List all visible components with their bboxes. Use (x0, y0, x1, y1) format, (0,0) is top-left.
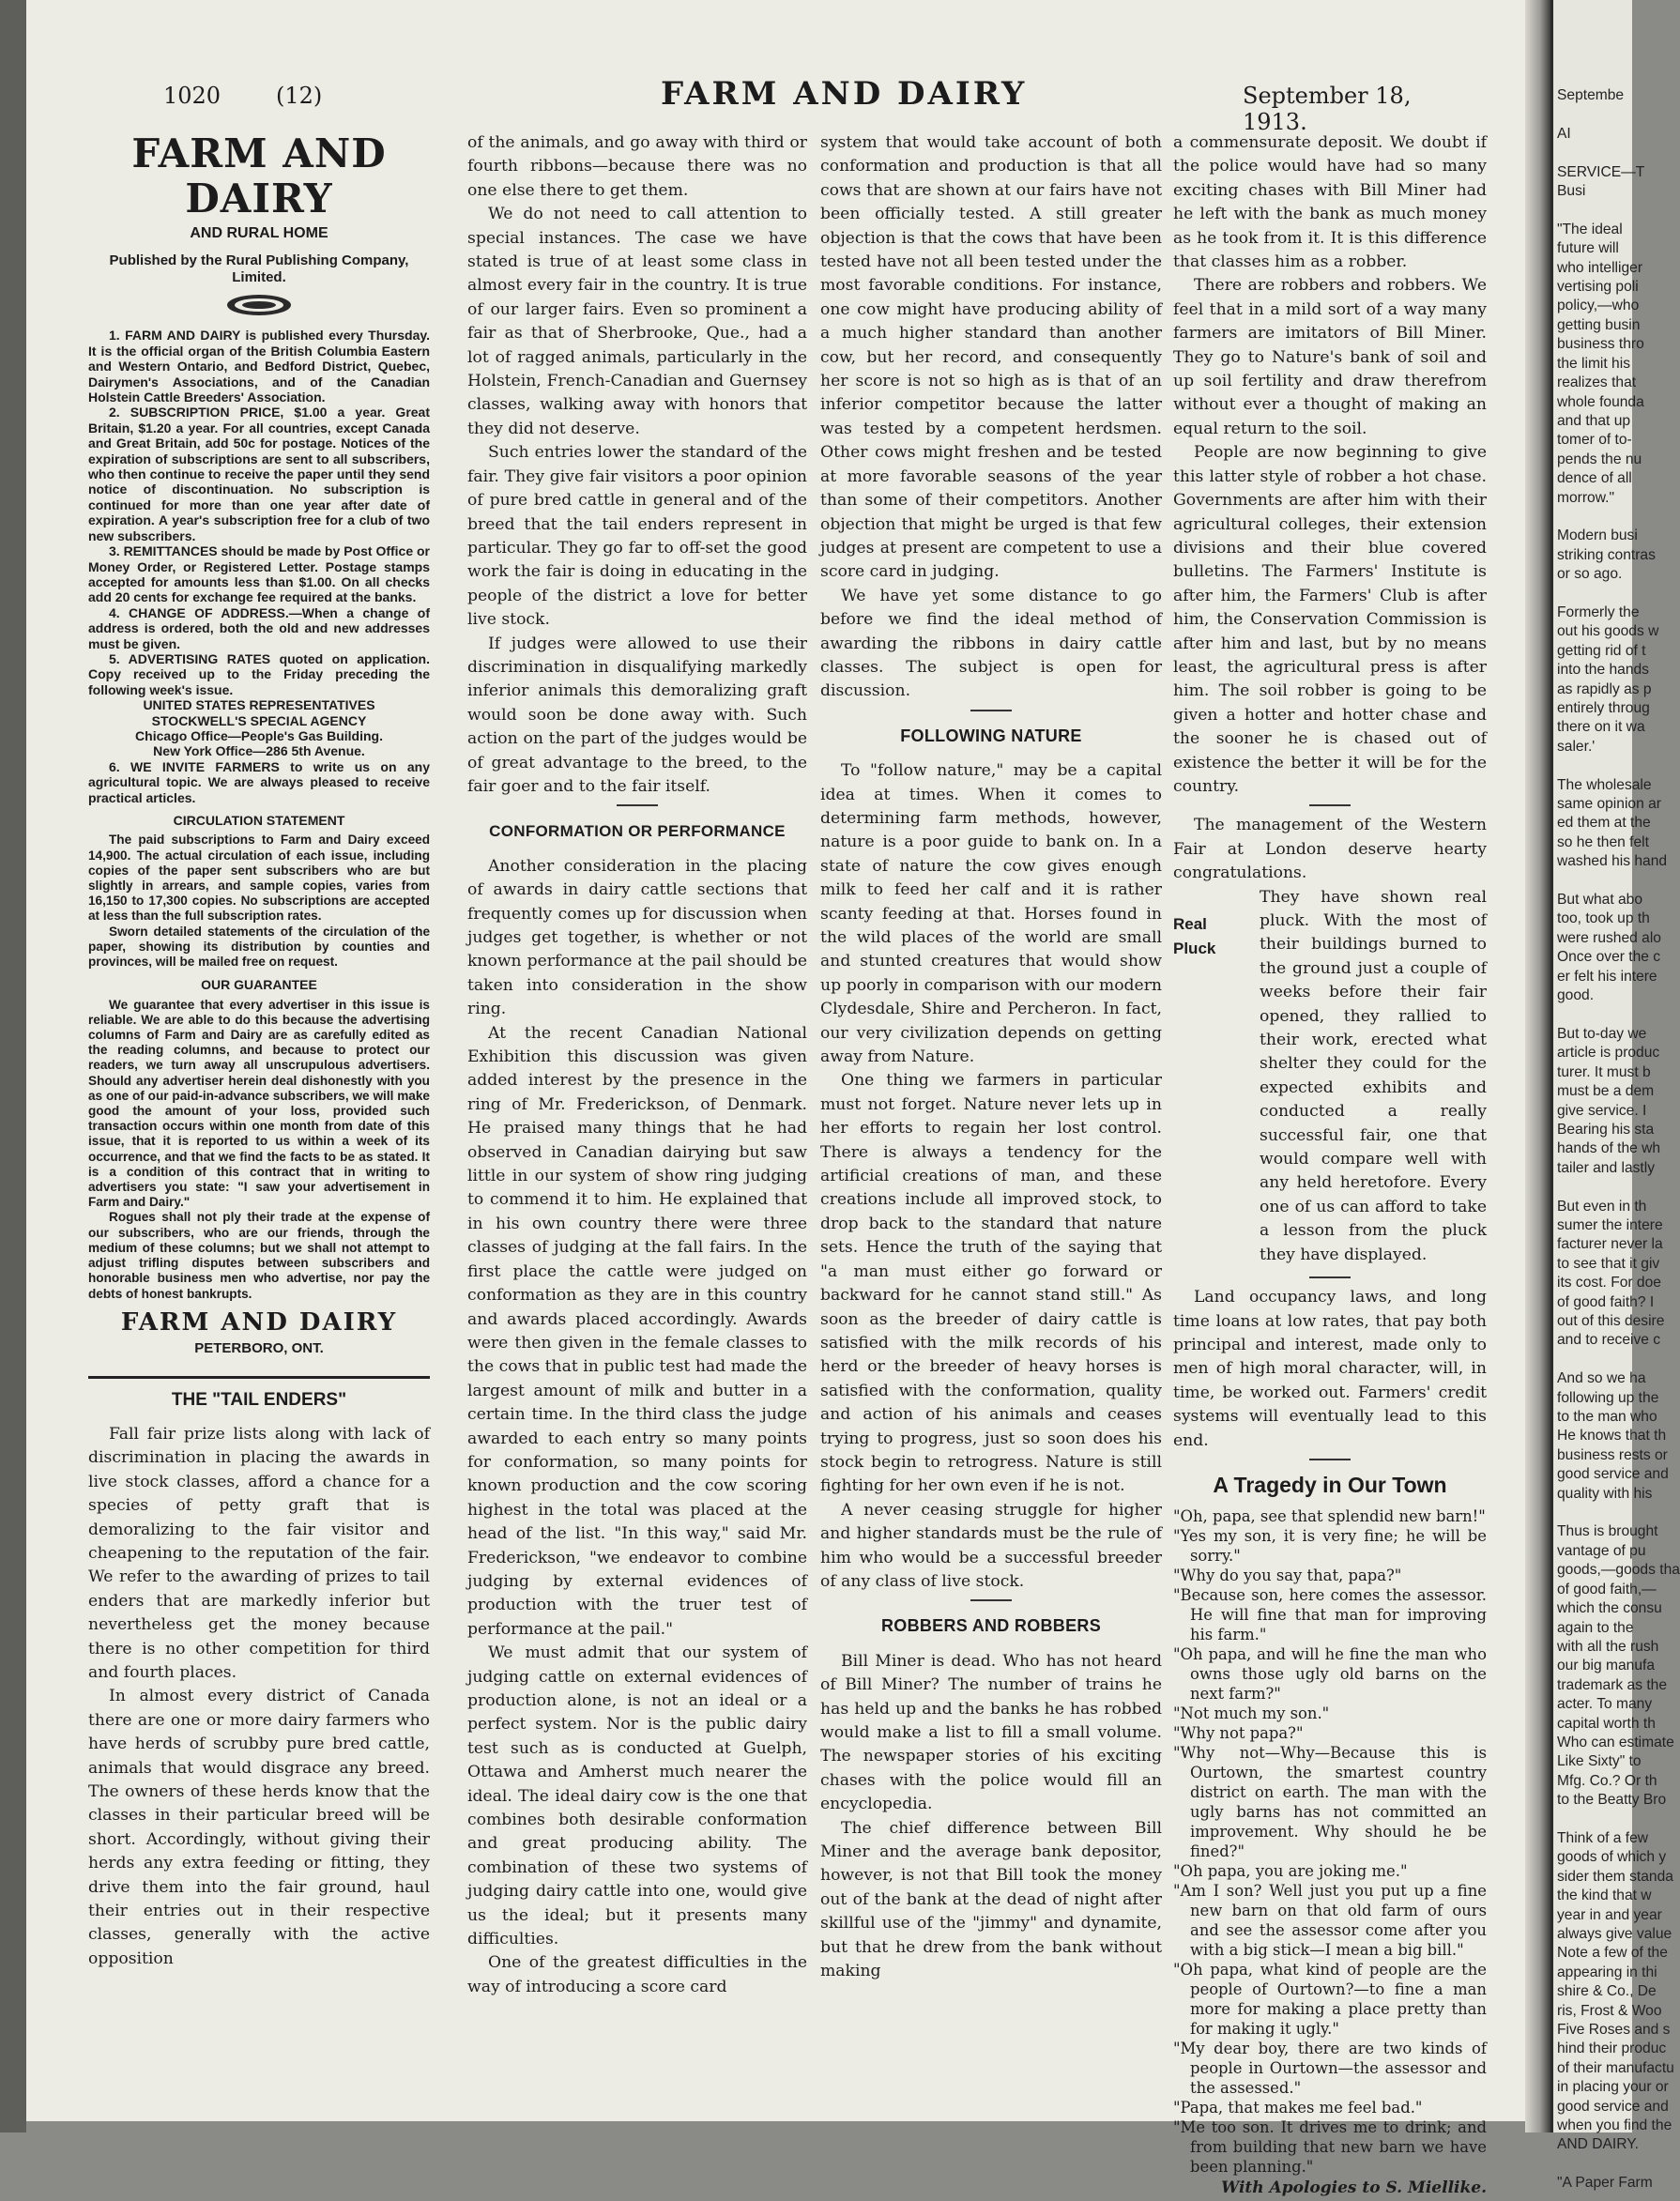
adjacent-page-line (1557, 1178, 1680, 1197)
adjacent-page-line: morrow." (1557, 489, 1614, 506)
adjacent-page-line: Who can estimate (1557, 1734, 1674, 1750)
dialogue-line: "My dear boy, there are two kinds of people in Ourtown—the assessor and the assessed." (1173, 2040, 1487, 2098)
dialogue-poem (1173, 1506, 1487, 2177)
circulation-title: CIRCULATION STATEMENT (173, 813, 345, 828)
adjacent-page-line: Septembe (1557, 87, 1625, 103)
apology-credit: With Apologies to S. Miellike. (1221, 2178, 1487, 2198)
paragraph: To "follow nature," may be a capital idea at times. When it comes to determining farm methods, however, nature is a poor guide to bank on. In a state of nature the cow gives enough milk to feed her calf and it is rather scanty feeding at that. Horses found in the wild places of the world are small and stunted creatures that would show up poorly in comparison with our modern Clydesdale, Shire and Percheron. In fact, our very civilization depends on getting away from Nature. (820, 761, 1162, 1067)
newspaper-page (26, 0, 1543, 2198)
adjacent-page-line: good. (1557, 987, 1595, 1004)
paragraph: In almost every district of Canada there are one or more dairy farmers who have herds of scrubby pure bred cattle, animals that would disgrace any breed. The owners of these herds know that the classes in their particular breed will be short. Accordingly, without giving their herds any extra feeding or fitting, they drive them into the fair ground, haul their entries out in their respective classes, generally with the active opposition (88, 1687, 430, 1968)
adjacent-page-line: pends the nu (1557, 451, 1642, 467)
dialogue-line: "Why not papa?" (1173, 1724, 1304, 1743)
column-4 (1173, 131, 1487, 2201)
paragraph: A never ceasing struggle for higher and higher standards must be the rule of him who would be a successful breeder of any class of live stock. (820, 1500, 1162, 1591)
paragraph: Such entries lower the standard of the fair. They give fair visitors a poor opinion of pure bred cattle in general and of the breed that the tail enders represent in particular. They go far to off-set the good work the fair is doing in educating in the people of the district a love for better live stock. (467, 443, 807, 630)
paragraph: a commensurate deposit. We doubt if the police would have had so many exciting chases with Bill Miner had he left with the bank as much money as he took from it. It is this difference that classes him as a robber. (1173, 133, 1487, 272)
paragraph: The management of the Western Fair at London deserve hearty congratulations. (1173, 816, 1487, 883)
article-title: CONFORMATION OR PERFORMANCE (489, 822, 786, 841)
adjacent-page-line: facturer never la (1557, 1236, 1663, 1253)
adjacent-page-line: AND DAIRY. (1557, 2136, 1639, 2153)
divider (617, 804, 658, 806)
dialogue-line: "Oh papa, you are joking me." (1173, 1862, 1408, 1881)
dialogue-line: "Oh papa, what kind of people are the people of Ourtown?—to fine a man more for making a place pretty than for making it ugly." (1173, 1961, 1487, 2039)
column-3 (820, 131, 1162, 1983)
article-title: THE "TAIL ENDERS" (171, 1389, 347, 1410)
adjacent-page-line (1557, 508, 1680, 527)
footer-masthead: FARM AND DAIRY (120, 1307, 398, 1337)
adjacent-page-line: into the hands (1557, 662, 1649, 679)
us-rep-line: UNITED STATES REPRESENTATIVES (143, 697, 375, 713)
adjacent-page-line: getting rid of t (1557, 642, 1646, 659)
adjacent-page-line: tailer and lastly (1557, 1159, 1656, 1176)
adjacent-page-line: article is produc (1557, 1045, 1660, 1062)
side-heading-line: Real (1173, 914, 1207, 933)
divider (970, 710, 1012, 711)
adjacent-page-line (1557, 105, 1680, 124)
adjacent-page-line: sumer the intere (1557, 1216, 1663, 1233)
adjacent-page-line: Like Sixty" to (1557, 1753, 1642, 1770)
article-title: ROBBERS AND ROBBERS (880, 1616, 1102, 1636)
divider (88, 1376, 430, 1379)
page-fold (1525, 0, 1550, 2132)
adjacent-page-line: entirely throug (1557, 700, 1650, 716)
article-title: A Tragedy in Our Town (1213, 1472, 1447, 1497)
adjacent-page-line: business thro (1557, 336, 1644, 353)
publisher-line: Published by the Rural Publishing Company, Limited. (109, 252, 409, 286)
dialogue-line: "Because son, here comes the assessor. He will fine that man for improving his farm." (1173, 1586, 1487, 1644)
paragraph: Land occupancy laws, and long time loans at low rates, that pay both principal and interest, made only to men of high moral character, will, in time, be worked out. Farmers' credit systems will eventually lead to this end. (1173, 1288, 1487, 1450)
real-pluck-section (1173, 886, 1487, 1268)
adjacent-page-line: there on it wa (1557, 719, 1645, 736)
paragraph: Fall fair prize lists along with lack of discrimination in placing the awards in live stock classes, afford a chance for a species of petty graft that is demoralizing to the fair visitor and cheapening to the reputation of the fair. We refer to the awarding of prizes to tail enders that are markedly inferior but nevertheless get the money because there is no other competition for third and fourth places. (88, 1424, 430, 1682)
adjacent-page-line: always give value (1557, 1926, 1672, 1942)
terms-list (88, 328, 430, 697)
adjacent-page-line: "A Paper Farm (1557, 2175, 1653, 2192)
adjacent-page-line: Think of a few (1557, 1829, 1649, 1846)
dialogue-line: "Why do you say that, papa?" (1173, 1567, 1402, 1585)
side-heading (1173, 886, 1260, 1268)
dialogue-line: "Not much my son." (1173, 1704, 1330, 1723)
adjacent-page-line: Formerly the (1557, 604, 1640, 620)
paper-title: FARM AND DAIRY (131, 130, 387, 222)
adjacent-page-line: which the consu (1557, 1600, 1662, 1617)
paragraph: At the recent Canadian National Exhibition this discussion was given added interest by the presence in the ring of Mr. Frederickson, of Denmark. He praised many things that he had observed in Canadian dairying but saw little in our system of show ring judging to commend it to him. He explained that in his own country there were three classes of judging at the fall fairs. In the first place the cattle were judged on conformation as they are in this country and awards placed accordingly. Awards were then given in the female classes to the cows that in public test had made the largest amount of milk and butter in a certain time. In the third class the judge awarded to each entry so many points for conformation, so many points for known production and the cow scoring highest in the total was placed at the head of the list. "In this way," said Mr. Frederickson, "we endeavor to combine judging by external evidences of production with the truer test of performance at the pail." (467, 1023, 807, 1639)
running-masthead: FARM AND DAIRY (661, 75, 1028, 113)
divider (970, 1599, 1012, 1601)
adjacent-page-line: and to receive c (1557, 1332, 1661, 1349)
paragraph: We do not need to call attention to special instances. The case we have stated is true of at least some class in almost every fair in the country. It is true of our larger fairs. Even so prominent a fair as that of Sherbrooke, Que., had a lot of ragged animals, particularly in the Holstein, French-Canadian and Guernsey classes, walking away with honors that they did not deserve. (467, 205, 807, 438)
issue-date: September 18, 1913. (1243, 83, 1412, 135)
adjacent-page-line: future will (1557, 240, 1619, 257)
adjacent-page-line: the limit his (1557, 355, 1630, 372)
adjacent-page-line: who intelliger (1557, 259, 1643, 276)
adjacent-page-line: too, took up th (1557, 910, 1650, 927)
adjacent-page-line: realizes that (1557, 374, 1637, 391)
dialogue-line: "Am I son? Well just you put up a fine new barn on that old farm of ours and see the assessor come after you with a big stick—I mean a big bill." (1173, 1882, 1487, 1960)
adjacent-page-sliver (1550, 0, 1680, 2192)
adjacent-page-line: same opinion ar (1557, 796, 1661, 813)
page-number: 1020 (163, 83, 221, 109)
page-number-paren: (12) (276, 83, 323, 109)
adjacent-page-line (1557, 2155, 1680, 2174)
paragraph: They have shown real pluck. With the most of their buildings burned to the ground just a couple of weeks before their fair opened, they rallied to their work, erected what shelter they could for the expected exhibits and conducted a really successful fair, one that would compare well with any held heretofore. Every one of us can afford to take a lesson from the pluck they have displayed. (1260, 887, 1487, 1264)
paragraph: We must admit that our system of judging cattle on external evidences of production alone, is not an ideal or a perfect system. Nor is the public dairy test such as is conducted at Guelph, Ottawa and Amherst much nearer the ideal. The ideal dairy cow is the one that combines both desirable conformation and great producing ability. The combination of these two systems of judging dairy cattle into one, would give us the ideal; but it presents many difficulties. (467, 1643, 807, 1949)
us-representatives (88, 697, 430, 759)
adjacent-page-line: But even in th (1557, 1198, 1647, 1215)
adjacent-page-line: as rapidly as p (1557, 680, 1652, 697)
dialogue-line: "Yes my son, it is very fine; he will be sorry." (1173, 1527, 1487, 1566)
adjacent-page-line (1557, 872, 1680, 891)
adjacent-page-line: Thus is brought (1557, 1523, 1658, 1540)
paragraph: Bill Miner is dead. Who has not heard of Bill Miner? The number of trains he has held up and the banks he has robbed would make a list to fill a small volume. The newspaper stories of his exciting chases with the police would fill an encyclopedia. (820, 1651, 1162, 1814)
adjacent-page-line: turer. It must b (1557, 1063, 1651, 1080)
adjacent-page-line: must be a dem (1557, 1083, 1655, 1100)
paragraph: One thing we farmers in particular must not forget. Nature never lets up in her efforts to regain her lost control. There is always a tendency for the artificial creations of man, and these creations include all improved stock, to drop back to the standard that nature sets. Hence the truth of the saying that "a man must either go forward or backward for he cannot stand still." As soon as the breeder of dairy cattle is satisfied with the milk records of his herd or the breeder of heavy horses is satisfied with the conformation, quality and action of his animals and ceases trying to progress, just so soon does his stock begin to retrogress. Nature is still fighting for her own even if he is not. (820, 1071, 1162, 1496)
side-heading-line: Pluck (1173, 939, 1216, 957)
adjacent-page-line: goods of which y (1557, 1849, 1667, 1866)
adjacent-page-line: hands of the wh (1557, 1140, 1661, 1157)
adjacent-page-line: were rushed alo (1557, 929, 1661, 946)
adjacent-page-line: of good faith,— (1557, 1581, 1657, 1597)
guarantee-text: We guarantee that every advertiser in this issue is reliable. We are able to do this because the advertising columns of Farm and Dairy are as carefully edited as the reading columns, and because to protect our readers, we turn away all unscrupulous advertisers. Should any advertiser herein deal dishonestly with you as one of our paid-in-advance subscribers, we will make good the amount of your loss, provided such transaction occurs within one month from date of this issue, that it is reported to us within a week of its occurrence, and that we find the facts to be as stated. It is a condition of this contract that in writing to advertisers you state: "I saw your advertisement in Farm and Dairy." (88, 997, 430, 1210)
adjacent-page-line: getting busin (1557, 316, 1641, 333)
adjacent-page-line: out his goods w (1557, 623, 1659, 640)
adjacent-page-line: ed them at the (1557, 815, 1651, 832)
adjacent-page-line: washed his hand (1557, 853, 1668, 870)
adjacent-page-line: acter. To many (1557, 1696, 1653, 1713)
dialogue-line: "Oh, papa, see that splendid new barn!" (1173, 1507, 1486, 1526)
adjacent-page-line: "The ideal (1557, 221, 1623, 237)
adjacent-page-line (1557, 144, 1680, 162)
dialogue-line: "Papa, that makes me feel bad." (1173, 2099, 1423, 2117)
adjacent-page-line: But what abo (1557, 892, 1643, 909)
adjacent-page-line (1557, 1811, 1680, 1829)
adjacent-page-line: to see that it giv (1557, 1255, 1660, 1272)
adjacent-page-line: quality with his (1557, 1485, 1653, 1502)
divider (1309, 1276, 1351, 1278)
adjacent-page-line: policy,—who (1557, 298, 1640, 314)
adjacent-page-line: business rests or (1557, 1446, 1668, 1463)
paragraph: One of the greatest difficulties in the way of introducing a score card (467, 1953, 807, 1996)
adjacent-page-line: But to-day we (1557, 1025, 1647, 1042)
paragraph: There are robbers and robbers. We feel that in a mild sort of a way many farmers are imitators of Bill Miner. They go to Nature's bank of soil and up soil fertility and draw therefrom without ever a thought of making an equal return to the soil. (1173, 276, 1487, 438)
paragraph: The chief difference between Bill Miner and the average bank depositor, however, is not that Bill took the money out of the bank at the dead of night after skillful use of the "jimmy" and dynamite, but that he drew from the bank without making (820, 1818, 1162, 1981)
adjacent-page-line: its cost. For doe (1557, 1275, 1661, 1292)
adjacent-page-line: whole founda (1557, 393, 1644, 410)
adjacent-page-line: to the Beatty Bro (1557, 1792, 1667, 1809)
page-header (135, 73, 1477, 135)
adjacent-page-line: vertising poli (1557, 279, 1639, 296)
adjacent-page-line: year in and year (1557, 1906, 1662, 1923)
adjacent-page-line: give service. I (1557, 1102, 1647, 1119)
adjacent-page-line: Five Roses and s (1557, 2022, 1671, 2039)
adjacent-page-line (1557, 585, 1680, 604)
circulation-text: The paid subscriptions to Farm and Dairy exceed 14,900. The actual circulation of each issue, including copies of the paper sent subscribers who are but slightly in arrears, and sample copies, varies from 16,150 to 17,300 copies. No subscriptions are accepted at less than the full subscription rates. (88, 833, 430, 924)
paragraph: People are now beginning to give this latter style of robber a hot chase. Governments are after him with their agricultural colleges, their extension divisions and their blue covered bulletins. The Farmers' Institute is after him, the Farmers' Club is after him, the Conservation Commission is after him and last, but by no means least, the agricultural press is after him. The soil robber is going to be given a hotter and hotter chase and the sooner he is chased out of existence the better it will be for the country. (1173, 443, 1487, 796)
scan-shadow-left (0, 0, 26, 2132)
adjacent-page-line: Once over the c (1557, 949, 1661, 966)
adjacent-page-line: And so we ha (1557, 1370, 1646, 1387)
term-item: 1. FARM AND DAIRY is published every Thursday. It is the official organ of the British Columbia Eastern and Western Ontario, and Bedford District, Quebec, Dairymen's Associations, and of the Canadian Holstein Cattle Breeders' Association. (88, 328, 430, 405)
adjacent-page-line: of their manufactu (1557, 2059, 1674, 2076)
adjacent-page-line: good service and (1557, 2098, 1669, 2115)
adjacent-page-line (1557, 1351, 1680, 1369)
paragraph-wrap (1260, 886, 1487, 1268)
column-1 (88, 131, 430, 1971)
adjacent-page-line: in placing your or (1557, 2079, 1669, 2096)
adjacent-page-line: er felt his intere (1557, 968, 1657, 985)
paragraph: Another consideration in the placing of awards in dairy cattle sections that frequently comes up for discussion when judges get together, is whether or not known performance at the pail should be taken into consideration in the show ring. (467, 856, 807, 1019)
adjacent-page-line: dence of all (1557, 470, 1632, 487)
dialogue-line: "Oh papa, and will he fine the man who owns those ugly old barns on the next farm?" (1173, 1645, 1487, 1704)
adjacent-page-line: AI (1557, 125, 1571, 142)
adjacent-page-line: following up the (1557, 1389, 1659, 1406)
adjacent-page-line: SERVICE—T (1557, 163, 1645, 180)
us-rep-line: New York Office—286 5th Avenue. (153, 743, 365, 759)
adjacent-page-line: with all the rush (1557, 1638, 1659, 1655)
term-item: 6. WE INVITE FARMERS to write us on any agricultural topic. We are always pleased to receive practical articles. (88, 758, 430, 805)
article-title: FOLLOWING NATURE (900, 726, 1082, 745)
adjacent-page-line: the kind that w (1557, 1888, 1652, 1904)
adjacent-page-line: saler.' (1557, 738, 1596, 755)
adjacent-page-line: hind their produc (1557, 2041, 1667, 2057)
adjacent-page-line: and that up (1557, 412, 1631, 429)
guarantee-text: Rogues shall not ply their trade at the expense of our subscribers, who are our friends, through the medium of these columns; but we shall not attempt to adjust trifling disputes between subscribers and honorable business men who advertise, nor pay the debts of honest bankrupts. (88, 1210, 430, 1301)
divider (1309, 804, 1351, 806)
term-item: 2. SUBSCRIPTION PRICE, $1.00 a year. Great Britain, $1.20 a year. For all countries, except Canada and Great Britain, add 50c for postage. Notices of the expiration of subscriptions are sent to all subscribers, who then continue to receive the paper until they send notice of discontinuation. No subscription is continued for more than one year after date of expiration. A year's subscription free for a club of two new subscribers. (88, 405, 430, 543)
term-item: 3. REMITTANCES should be made by Post Office or Money Order, or Registered Letter. Postage stamps accepted for amounts less than $1.00. On all checks add 20 cents for exchange fee required at the banks. (88, 543, 431, 605)
ornament-logo-icon (224, 292, 294, 318)
adjacent-page-line: so he then felt (1557, 833, 1649, 850)
us-rep-line: STOCKWELL'S SPECIAL AGENCY (151, 712, 367, 728)
adjacent-page-text (1557, 0, 1680, 2193)
circulation-text: Sworn detailed statements of the circulation of the paper, showing its distribution by counties and provinces, will be mailed free on request. (88, 924, 430, 970)
adjacent-page-line: good service and (1557, 1466, 1669, 1483)
adjacent-page-line: tomer of to- (1557, 432, 1632, 449)
adjacent-page-line: The wholesale (1557, 776, 1652, 793)
adjacent-page-line: He knows that th (1557, 1428, 1667, 1444)
paragraph: We have yet some distance to go before we find the ideal method of awarding the ribbons in dairy cattle classes. The subject is open for discussion. (820, 586, 1162, 701)
term-item: 5. ADVERTISING RATES quoted on application. Copy received up to the Friday preceding the following week's issue. (88, 650, 430, 697)
paragraph: system that would take account of both conformation and production is that all cows that are shown at our fairs have not been officially tested. A still greater objection is that the cows that have been tested have not all been tested under the most favorable conditions. For instance, one cow might have producing ability of a much higher standard than another cow, but her record, and consequently her score is not so high as is that of an inferior competitor because the latter was tested by a competent herdsmen. Other cows might freshen and be tested at more favorable seasons of the year than some of their competitors. Another objection that might be urged is that few judges at present are competent to use a score card in judging. (820, 133, 1162, 582)
us-rep-line: Chicago Office—People's Gas Building. (135, 727, 383, 743)
adjacent-page-line: Busi (1557, 183, 1586, 200)
adjacent-page-line: Modern busi (1557, 527, 1638, 544)
adjacent-page-line: capital worth th (1557, 1715, 1656, 1732)
adjacent-page-line: Mfg. Co.? Or th (1557, 1772, 1657, 1789)
adjacent-page-line (1557, 757, 1680, 775)
adjacent-page-line: striking contras (1557, 546, 1656, 563)
paragraph: If judges were allowed to use their discrimination in disqualifying markedly inferior animals this demoralizing graft would soon be done away with. Such action on the part of the judges would be of great advantage to the breed, to the fair goer and to the fair itself. (467, 634, 807, 796)
footer-location: PETERBORO, ONT. (194, 1340, 324, 1357)
adjacent-page-line: shire & Co., De (1557, 1983, 1657, 2000)
dialogue-line: "Why not—Why—Because this is Ourtown, the smartest country district on earth. The man with the ugly barns has not committed an improvement. Why should he be fined?" (1173, 1744, 1487, 1861)
column-2 (467, 131, 807, 1999)
adjacent-page-line: sider them standa (1557, 1868, 1673, 1885)
paragraph: of the animals, and go away with third or fourth ribbons—because there was no one else there to get them. (467, 133, 807, 200)
adjacent-page-line: our big manufa (1557, 1658, 1656, 1674)
adjacent-page-line: again to the (1557, 1619, 1634, 1636)
divider (1309, 1459, 1351, 1460)
article-body (88, 1423, 430, 1971)
adjacent-page-line: trademark as the (1557, 1676, 1668, 1693)
dialogue-line: "Me too son. It drives me to drink; and from building that new barn we have been planning." (1173, 2118, 1487, 2177)
adjacent-page-line: Note a few of the (1557, 1945, 1668, 1962)
adjacent-page-line (1557, 1504, 1680, 1522)
adjacent-page-line: ris, Frost & Woo (1557, 2002, 1662, 2019)
term-item: 4. CHANGE OF ADDRESS.—When a change of address is ordered, both the old and new addresses must be given. (88, 604, 430, 651)
adjacent-page-line: vantage of pu (1557, 1542, 1646, 1559)
guarantee-title: OUR GUARANTEE (201, 977, 317, 993)
adjacent-page-line: goods,—goods tha (1557, 1562, 1680, 1579)
adjacent-page-line: Bearing his sta (1557, 1121, 1655, 1138)
adjacent-page-line: of good faith? I (1557, 1293, 1655, 1310)
adjacent-page-line (1557, 201, 1680, 220)
adjacent-page-line: appearing in thi (1557, 1964, 1657, 1980)
paper-subtitle: AND RURAL HOME (190, 225, 328, 241)
adjacent-page-line: when you find the (1557, 2117, 1672, 2134)
adjacent-page-line: or so ago. (1557, 566, 1623, 583)
adjacent-page-line: out of this desire (1557, 1313, 1665, 1329)
adjacent-page-line: to the man who (1557, 1409, 1657, 1426)
adjacent-page-line (1557, 1006, 1680, 1025)
